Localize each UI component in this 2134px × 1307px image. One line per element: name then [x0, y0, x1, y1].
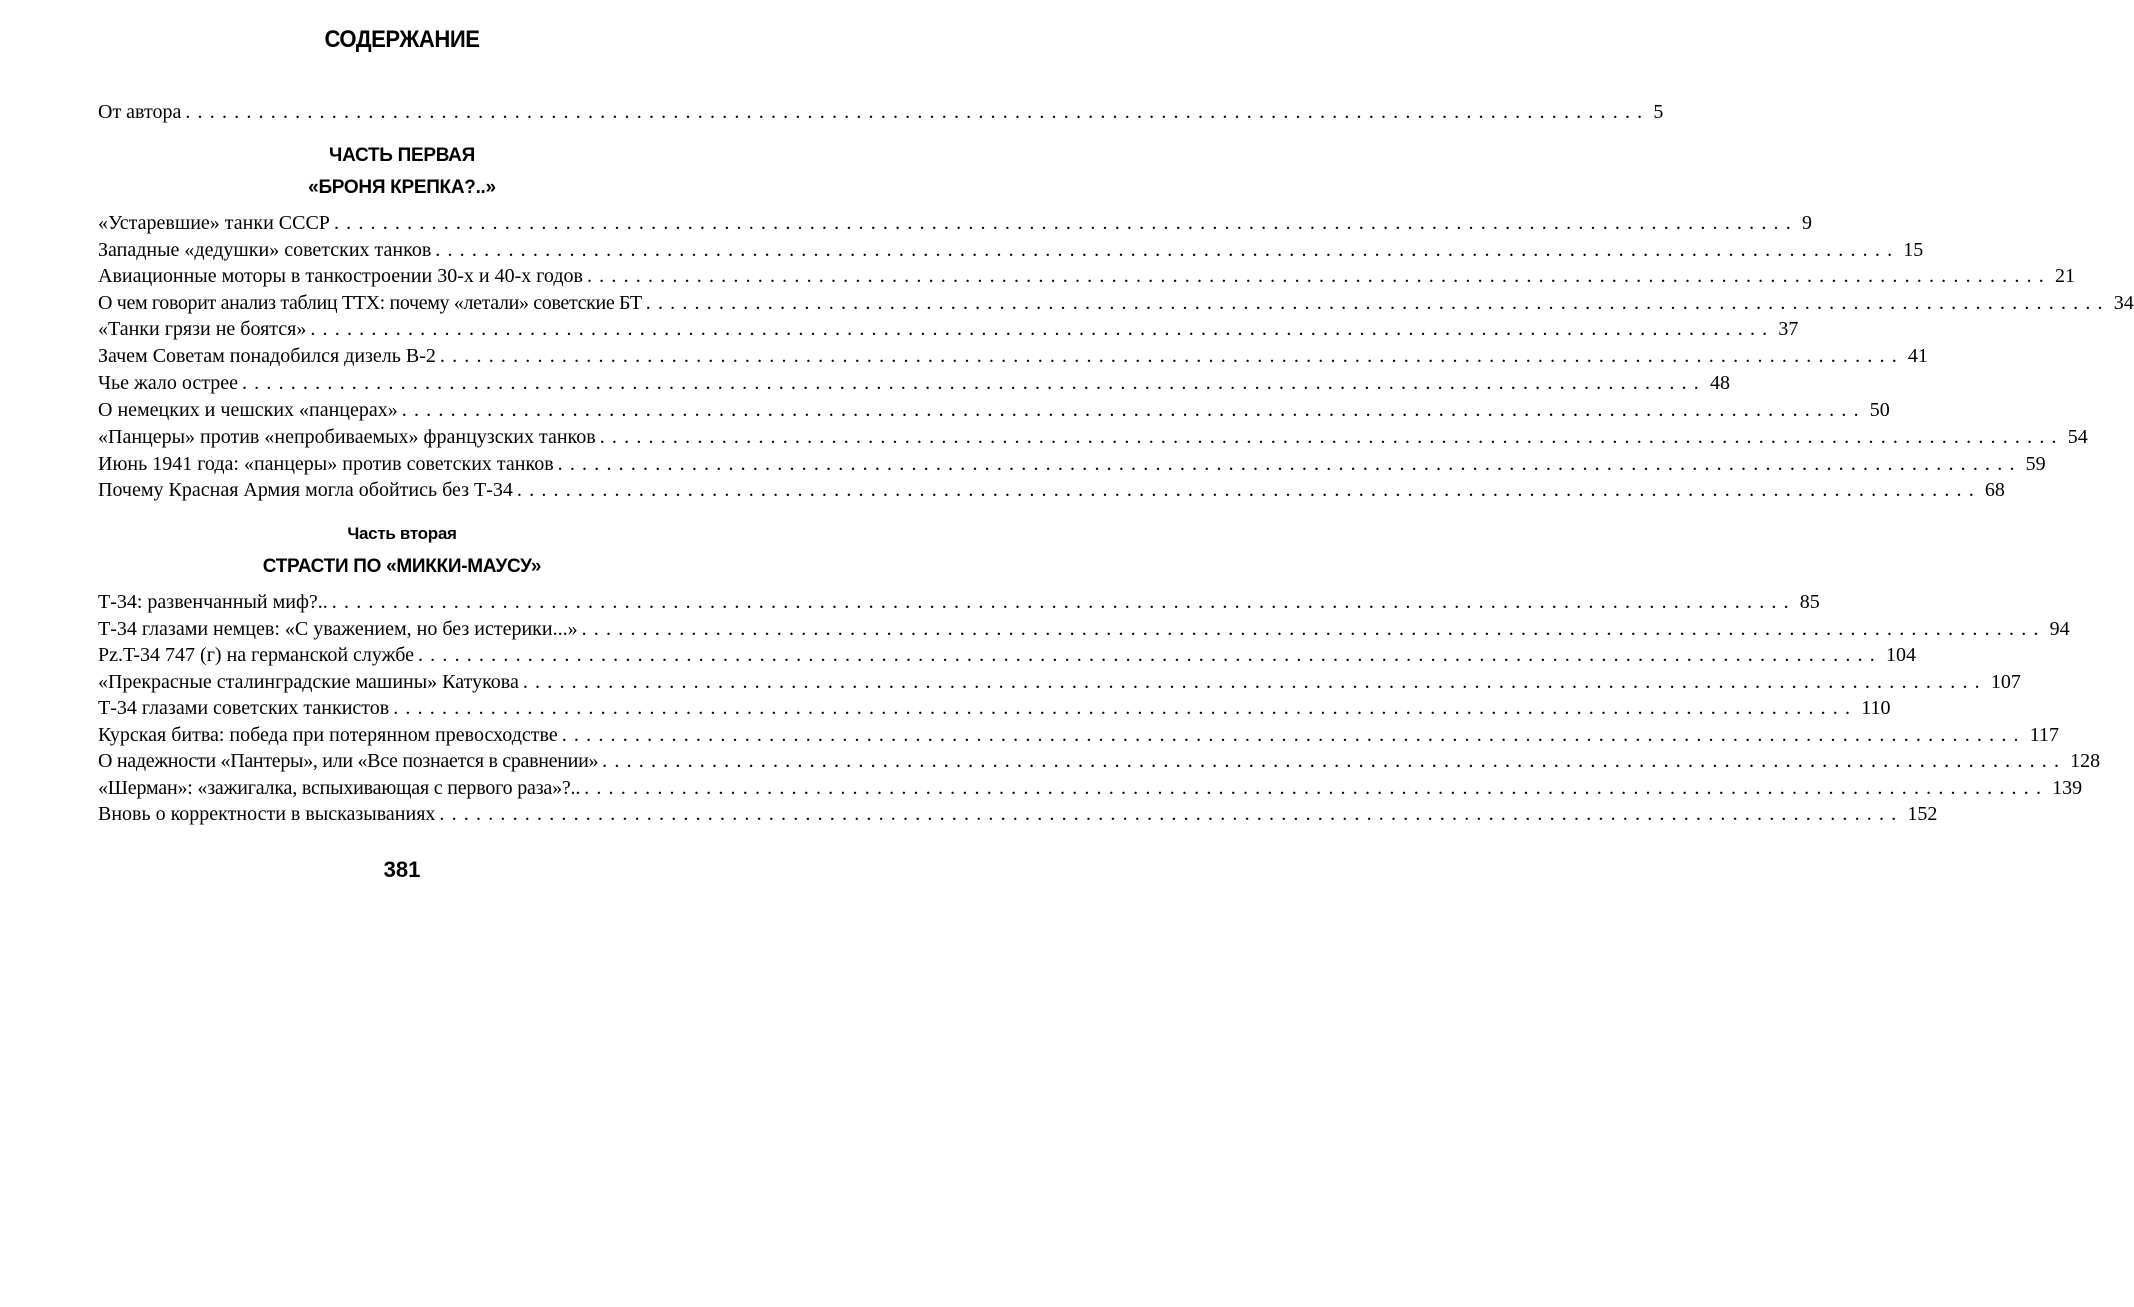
toc-entry-title: «Панцеры» против «непробиваемых» французских танков — [98, 426, 596, 448]
page-title: СОДЕРЖАНИЕ — [324, 26, 480, 53]
toc-entry — [98, 748, 2101, 774]
toc-entry-title: «Устаревшие» танки СССР — [98, 212, 330, 234]
toc-entry-page: 139 — [2052, 777, 2083, 799]
toc-entry-title: Июнь 1941 года: «панцеры» против советских танков — [98, 453, 554, 475]
dot-leader: ........................................................................................................................ — [439, 803, 1904, 825]
toc-entry-title: «Прекрасные сталинградские машины» Катукова — [98, 671, 519, 693]
toc-entry — [98, 451, 2046, 477]
dot-leader: ........................................................................................................................ — [393, 697, 1858, 719]
dot-leader: ........................................................................................................................ — [561, 724, 2026, 746]
dot-leader: ........................................................................................................................ — [401, 399, 1866, 421]
toc-entry — [98, 642, 1916, 668]
dot-leader: ........................................................................................................................ — [516, 479, 1981, 501]
toc-entry — [98, 589, 1820, 615]
toc-entry-page: 104 — [1885, 644, 1916, 666]
toc-entry-page: 110 — [1861, 697, 1891, 719]
toc-entry-page: 15 — [1903, 239, 1924, 261]
dot-leader: ........................................................................................................................ — [435, 239, 1900, 261]
toc-entry-page: 34 — [2113, 292, 2134, 314]
dot-leader: ........................................................................................................................ — [417, 644, 1882, 666]
dot-leader: ........................................................................................................................ — [602, 750, 2067, 772]
toc-entry-page: 21 — [2054, 265, 2075, 287]
toc-entry — [98, 370, 1730, 396]
toc-entry-page: 59 — [2025, 453, 2046, 475]
toc-entry — [98, 775, 2083, 801]
toc-entry-page: 5 — [1653, 101, 1664, 123]
toc-entry-page: 85 — [1799, 591, 1820, 613]
dot-leader: ........................................................................................................................ — [586, 265, 2051, 287]
part2-name: СТРАСТИ ПО «МИККИ-МАУСУ» — [262, 556, 542, 577]
part2-label: Часть вторая — [347, 524, 457, 543]
toc-entry-page: 152 — [1907, 803, 1938, 825]
toc-entry — [98, 477, 2005, 503]
toc-entry-page: 128 — [2070, 750, 2101, 772]
dot-leader: ........................................................................................................................ — [599, 426, 2064, 448]
dot-leader: ........................................................................................................................ — [584, 777, 2049, 799]
toc-entry-title: Чье жало острее — [98, 372, 238, 394]
dot-leader: ........................................................................................................................ — [310, 318, 1775, 340]
page-number: 381 — [383, 857, 421, 882]
dot-leader: ........................................................................................................................ — [645, 292, 2110, 314]
toc-entry-title: Почему Красная Армия могла обойтись без Т-34 — [98, 479, 513, 501]
toc-entry-page: 37 — [1778, 318, 1799, 340]
toc-entry-title: Т-34: развенчанный миф?.. — [98, 591, 328, 613]
dot-leader: ........................................................................................................................ — [522, 671, 1987, 693]
toc-entry — [98, 210, 1812, 236]
toc-entry-page: 48 — [1709, 372, 1730, 394]
toc-entry — [98, 290, 2134, 316]
dot-leader: ........................................................................................................................ — [241, 372, 1706, 394]
toc-entry — [98, 343, 1928, 369]
toc-entry-intro — [98, 99, 1664, 125]
toc-entry-title: О немецких и чешских «панцерах» — [98, 399, 398, 421]
dot-leader: ........................................................................................................................ — [581, 618, 2046, 640]
toc-entry-title: Вновь о корректности в высказываниях — [98, 803, 436, 825]
toc-entry-title: «Шерман»: «зажигалка, вспыхивающая с первого раза»?.. — [98, 777, 581, 799]
toc-entry-title: Курская битва: победа при потерянном превосходстве — [98, 724, 558, 746]
dot-leader: ........................................................................................................................ — [331, 591, 1796, 613]
toc-entry — [98, 722, 2059, 748]
toc-entry — [98, 237, 1924, 263]
toc-entry-page: 94 — [2049, 618, 2070, 640]
toc-entry-page: 117 — [2029, 724, 2059, 746]
toc-entry — [98, 424, 2088, 450]
toc-entry-title: «Танки грязи не боятся» — [98, 318, 307, 340]
part1-name: «БРОНЯ КРЕПКА?..» — [308, 177, 496, 198]
toc-entry — [98, 669, 2021, 695]
toc-entry — [98, 263, 2075, 289]
toc-entry-page: 107 — [1990, 671, 2021, 693]
toc-entry-title: О надежности «Пантеры», или «Все познается в сравнении» — [98, 750, 599, 772]
toc-entry — [98, 616, 2070, 642]
toc-entry-title: Т-34 глазами советских танкистов — [98, 697, 390, 719]
part1-label: ЧАСТЬ ПЕРВАЯ — [329, 145, 475, 166]
toc-entry-title: Зачем Советам понадобился дизель В-2 — [98, 345, 436, 367]
dot-leader: ........................................................................................................................ — [439, 345, 1904, 367]
toc-entry-page: 41 — [1907, 345, 1928, 367]
toc-entry-title: От автора — [98, 101, 182, 123]
toc-entry — [98, 316, 1799, 342]
toc-entry — [98, 801, 1938, 827]
toc-entry-title: О чем говорит анализ таблиц ТТХ: почему «летали» советские БТ — [98, 292, 642, 314]
toc-entry-page: 54 — [2067, 426, 2088, 448]
toc-entry-page: 68 — [1984, 479, 2005, 501]
toc-entry-page: 50 — [1869, 399, 1890, 421]
dot-leader: ........................................................................................................................ — [333, 212, 1798, 234]
dot-leader: ........................................................................................................................ — [185, 101, 1650, 123]
toc-entry-title: Западные «дедушки» советских танков — [98, 239, 432, 261]
toc-entry-title: Pz.T-34 747 (г) на германской службе — [98, 644, 414, 666]
toc-entry-title: Т-34 глазами немцев: «С уважением, но без истерики...» — [98, 618, 578, 640]
dot-leader: ........................................................................................................................ — [557, 453, 2022, 475]
toc-entry — [98, 695, 1891, 721]
toc-entry — [98, 397, 1890, 423]
toc-entry-page: 9 — [1801, 212, 1812, 234]
toc-entry-title: Авиационные моторы в танкостроении 30-х и 40-х годов — [98, 265, 583, 287]
